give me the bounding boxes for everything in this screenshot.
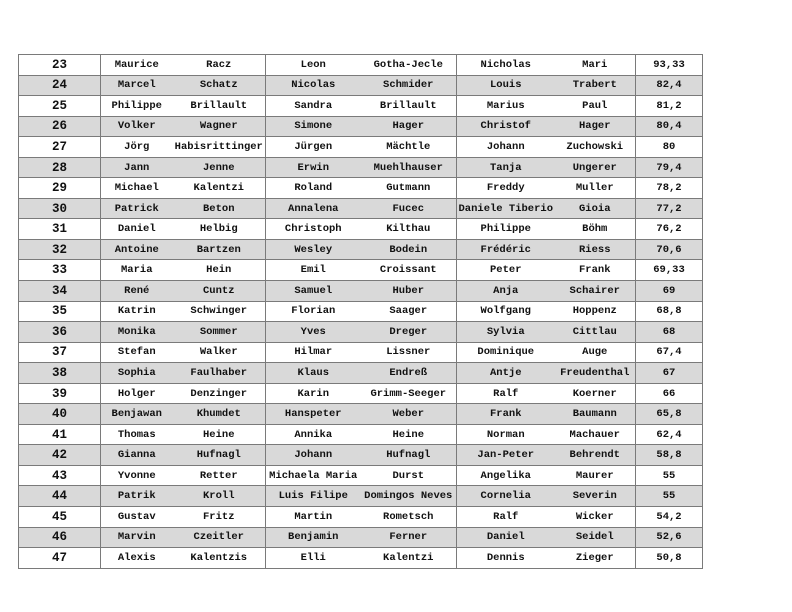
table-row: [19, 75, 703, 96]
player1-first-name: Michael: [101, 178, 173, 199]
player2-first-name: Luis Filipe: [266, 486, 361, 507]
player2-last-name: Croissant: [361, 260, 457, 281]
player2-last-name: Schmider: [361, 75, 457, 96]
player2-last-name: Ferner: [361, 527, 457, 548]
player2-first-name: Yves: [266, 322, 361, 343]
player1-last-name: Schwinger: [173, 301, 266, 322]
table-row: [19, 137, 703, 158]
player1-first-name: Antoine: [101, 239, 173, 260]
rank-cell: 35: [19, 301, 101, 322]
player2-first-name: Samuel: [266, 281, 361, 302]
player3-first-name: Cornelia: [457, 486, 555, 507]
player1-last-name: Hufnagl: [173, 445, 266, 466]
results-table-body: [19, 55, 703, 569]
player3-first-name: Anja: [457, 281, 555, 302]
player1-last-name: Beton: [173, 198, 266, 219]
player2-last-name: Muehlhauser: [361, 157, 457, 178]
player2-first-name: Florian: [266, 301, 361, 322]
player1-first-name: Holger: [101, 383, 173, 404]
rank-cell: 29: [19, 178, 101, 199]
player1-last-name: Denzinger: [173, 383, 266, 404]
player1-first-name: Jann: [101, 157, 173, 178]
player1-last-name: Retter: [173, 465, 266, 486]
player1-last-name: Faulhaber: [173, 363, 266, 384]
player1-last-name: Wagner: [173, 116, 266, 137]
score-cell: 93,33: [636, 55, 703, 76]
player2-last-name: Hager: [361, 116, 457, 137]
player1-first-name: Gustav: [101, 507, 173, 528]
player3-last-name: Maurer: [555, 465, 636, 486]
table-row: [19, 486, 703, 507]
table-row: [19, 445, 703, 466]
player3-first-name: Daniele Tiberio: [457, 198, 555, 219]
player2-last-name: Endreß: [361, 363, 457, 384]
score-cell: 62,4: [636, 424, 703, 445]
player1-first-name: Jörg: [101, 137, 173, 158]
player2-last-name: Fucec: [361, 198, 457, 219]
rank-cell: 46: [19, 527, 101, 548]
table-row: [19, 116, 703, 137]
score-cell: 54,2: [636, 507, 703, 528]
table-row: [19, 55, 703, 76]
player3-last-name: Hager: [555, 116, 636, 137]
player2-first-name: Klaus: [266, 363, 361, 384]
player2-last-name: Saager: [361, 301, 457, 322]
table-row: [19, 219, 703, 240]
table-row: [19, 342, 703, 363]
player1-first-name: Benjawan: [101, 404, 173, 425]
score-cell: 68,8: [636, 301, 703, 322]
score-cell: 65,8: [636, 404, 703, 425]
player2-last-name: Rometsch: [361, 507, 457, 528]
player2-last-name: Heine: [361, 424, 457, 445]
rank-cell: 42: [19, 445, 101, 466]
score-cell: 69,33: [636, 260, 703, 281]
player1-first-name: Volker: [101, 116, 173, 137]
player1-first-name: Thomas: [101, 424, 173, 445]
table-row: [19, 281, 703, 302]
player2-first-name: Elli: [266, 548, 361, 569]
table-row: [19, 301, 703, 322]
rank-cell: 37: [19, 342, 101, 363]
player2-first-name: Roland: [266, 178, 361, 199]
score-cell: 52,6: [636, 527, 703, 548]
table-row: [19, 198, 703, 219]
player3-last-name: Gioia: [555, 198, 636, 219]
player3-first-name: Daniel: [457, 527, 555, 548]
player3-first-name: Antje: [457, 363, 555, 384]
rank-cell: 24: [19, 75, 101, 96]
player2-last-name: Kalentzi: [361, 548, 457, 569]
score-cell: 58,8: [636, 445, 703, 466]
player1-first-name: René: [101, 281, 173, 302]
player3-last-name: Baumann: [555, 404, 636, 425]
player2-last-name: Durst: [361, 465, 457, 486]
player1-first-name: Katrin: [101, 301, 173, 322]
player1-last-name: Kroll: [173, 486, 266, 507]
player1-last-name: Heine: [173, 424, 266, 445]
player2-last-name: Kilthau: [361, 219, 457, 240]
player1-first-name: Marvin: [101, 527, 173, 548]
player3-first-name: Jan-Peter: [457, 445, 555, 466]
player1-last-name: Schatz: [173, 75, 266, 96]
player1-last-name: Habisrittinger: [173, 137, 266, 158]
player1-last-name: Brillault: [173, 96, 266, 117]
player2-first-name: Hanspeter: [266, 404, 361, 425]
table-row: [19, 527, 703, 548]
player1-first-name: Maurice: [101, 55, 173, 76]
score-cell: 77,2: [636, 198, 703, 219]
table-row: [19, 239, 703, 260]
player1-first-name: Daniel: [101, 219, 173, 240]
player2-first-name: Simone: [266, 116, 361, 137]
player1-first-name: Monika: [101, 322, 173, 343]
player2-first-name: Karin: [266, 383, 361, 404]
player1-last-name: Racz: [173, 55, 266, 76]
player2-last-name: Dreger: [361, 322, 457, 343]
player2-first-name: Annalena: [266, 198, 361, 219]
table-row: [19, 465, 703, 486]
player3-last-name: Frank: [555, 260, 636, 281]
player2-first-name: Annika: [266, 424, 361, 445]
player2-first-name: Sandra: [266, 96, 361, 117]
score-cell: 67: [636, 363, 703, 384]
player3-last-name: Mari: [555, 55, 636, 76]
rank-cell: 43: [19, 465, 101, 486]
player3-first-name: Philippe: [457, 219, 555, 240]
player3-last-name: Trabert: [555, 75, 636, 96]
player3-last-name: Paul: [555, 96, 636, 117]
player1-last-name: Walker: [173, 342, 266, 363]
player1-first-name: Philippe: [101, 96, 173, 117]
player3-first-name: Norman: [457, 424, 555, 445]
player3-first-name: Ralf: [457, 383, 555, 404]
player3-last-name: Wicker: [555, 507, 636, 528]
table-row: [19, 96, 703, 117]
player1-first-name: Patrik: [101, 486, 173, 507]
score-cell: 82,4: [636, 75, 703, 96]
player3-first-name: Johann: [457, 137, 555, 158]
player1-last-name: Sommer: [173, 322, 266, 343]
table-row: [19, 383, 703, 404]
player3-last-name: Severin: [555, 486, 636, 507]
player3-first-name: Nicholas: [457, 55, 555, 76]
rank-cell: 23: [19, 55, 101, 76]
results-table: [18, 54, 703, 569]
player2-first-name: Christoph: [266, 219, 361, 240]
player3-last-name: Muller: [555, 178, 636, 199]
table-row: [19, 157, 703, 178]
player1-last-name: Khumdet: [173, 404, 266, 425]
player2-last-name: Hufnagl: [361, 445, 457, 466]
player3-last-name: Machauer: [555, 424, 636, 445]
player2-last-name: Brillault: [361, 96, 457, 117]
score-cell: 80,4: [636, 116, 703, 137]
score-cell: 50,8: [636, 548, 703, 569]
player3-first-name: Louis: [457, 75, 555, 96]
score-cell: 76,2: [636, 219, 703, 240]
table-row: [19, 404, 703, 425]
player3-first-name: Christof: [457, 116, 555, 137]
rank-cell: 25: [19, 96, 101, 117]
player1-last-name: Cuntz: [173, 281, 266, 302]
player2-last-name: Gotha-Jecle: [361, 55, 457, 76]
player1-last-name: Czeitler: [173, 527, 266, 548]
player2-first-name: Martin: [266, 507, 361, 528]
player1-first-name: Marcel: [101, 75, 173, 96]
rank-cell: 31: [19, 219, 101, 240]
player1-first-name: Yvonne: [101, 465, 173, 486]
table-row: [19, 178, 703, 199]
player1-last-name: Kalentzis: [173, 548, 266, 569]
table-row: [19, 507, 703, 528]
table-row: [19, 424, 703, 445]
player2-last-name: Gutmann: [361, 178, 457, 199]
player3-last-name: Seidel: [555, 527, 636, 548]
player2-last-name: Weber: [361, 404, 457, 425]
score-cell: 67,4: [636, 342, 703, 363]
player3-last-name: Behrendt: [555, 445, 636, 466]
score-cell: 80: [636, 137, 703, 158]
player3-first-name: Marius: [457, 96, 555, 117]
player3-last-name: Hoppenz: [555, 301, 636, 322]
player1-first-name: Stefan: [101, 342, 173, 363]
score-cell: 55: [636, 486, 703, 507]
score-cell: 55: [636, 465, 703, 486]
player2-first-name: Johann: [266, 445, 361, 466]
rank-cell: 34: [19, 281, 101, 302]
rank-cell: 47: [19, 548, 101, 569]
player3-last-name: Schairer: [555, 281, 636, 302]
rank-cell: 33: [19, 260, 101, 281]
player2-first-name: Emil: [266, 260, 361, 281]
rank-cell: 41: [19, 424, 101, 445]
player3-last-name: Böhm: [555, 219, 636, 240]
score-cell: 79,4: [636, 157, 703, 178]
player3-first-name: Wolfgang: [457, 301, 555, 322]
rank-cell: 26: [19, 116, 101, 137]
player3-first-name: Dominique: [457, 342, 555, 363]
player3-first-name: Peter: [457, 260, 555, 281]
rank-cell: 28: [19, 157, 101, 178]
rank-cell: 30: [19, 198, 101, 219]
player1-last-name: Jenne: [173, 157, 266, 178]
rank-cell: 27: [19, 137, 101, 158]
player3-last-name: Freudenthal: [555, 363, 636, 384]
player2-first-name: Wesley: [266, 239, 361, 260]
rank-cell: 40: [19, 404, 101, 425]
player3-first-name: Tanja: [457, 157, 555, 178]
player3-last-name: Auge: [555, 342, 636, 363]
player2-last-name: Huber: [361, 281, 457, 302]
player3-first-name: Angelika: [457, 465, 555, 486]
rank-cell: 44: [19, 486, 101, 507]
score-cell: 70,6: [636, 239, 703, 260]
player3-first-name: Sylvia: [457, 322, 555, 343]
table-row: [19, 260, 703, 281]
table-row: [19, 322, 703, 343]
rank-cell: 32: [19, 239, 101, 260]
player1-first-name: Sophia: [101, 363, 173, 384]
player2-first-name: Erwin: [266, 157, 361, 178]
player2-last-name: Lissner: [361, 342, 457, 363]
player2-last-name: Domingos Neves: [361, 486, 457, 507]
player1-last-name: Helbig: [173, 219, 266, 240]
player3-last-name: Cittlau: [555, 322, 636, 343]
player3-first-name: Frédéric: [457, 239, 555, 260]
score-cell: 68: [636, 322, 703, 343]
player1-last-name: Fritz: [173, 507, 266, 528]
score-cell: 66: [636, 383, 703, 404]
player3-last-name: Ungerer: [555, 157, 636, 178]
player3-last-name: Zieger: [555, 548, 636, 569]
table-row: [19, 548, 703, 569]
player3-first-name: Frank: [457, 404, 555, 425]
player2-last-name: Bodein: [361, 239, 457, 260]
player3-first-name: Ralf: [457, 507, 555, 528]
player3-first-name: Freddy: [457, 178, 555, 199]
player1-first-name: Alexis: [101, 548, 173, 569]
player2-last-name: Grimm-Seeger: [361, 383, 457, 404]
player3-first-name: Dennis: [457, 548, 555, 569]
player2-last-name: Mächtle: [361, 137, 457, 158]
player1-last-name: Hein: [173, 260, 266, 281]
rank-cell: 39: [19, 383, 101, 404]
player2-first-name: Nicolas: [266, 75, 361, 96]
player3-last-name: Riess: [555, 239, 636, 260]
rank-cell: 45: [19, 507, 101, 528]
score-cell: 69: [636, 281, 703, 302]
player1-first-name: Patrick: [101, 198, 173, 219]
player1-first-name: Gianna: [101, 445, 173, 466]
player2-first-name: Benjamin: [266, 527, 361, 548]
rank-cell: 38: [19, 363, 101, 384]
score-cell: 81,2: [636, 96, 703, 117]
player2-first-name: Michaela Maria: [266, 465, 361, 486]
player2-first-name: Hilmar: [266, 342, 361, 363]
player2-first-name: Leon: [266, 55, 361, 76]
player1-last-name: Kalentzi: [173, 178, 266, 199]
player1-last-name: Bartzen: [173, 239, 266, 260]
table-row: [19, 363, 703, 384]
player3-last-name: Koerner: [555, 383, 636, 404]
player2-first-name: Jürgen: [266, 137, 361, 158]
rank-cell: 36: [19, 322, 101, 343]
score-cell: 78,2: [636, 178, 703, 199]
player1-first-name: Maria: [101, 260, 173, 281]
player3-last-name: Zuchowski: [555, 137, 636, 158]
